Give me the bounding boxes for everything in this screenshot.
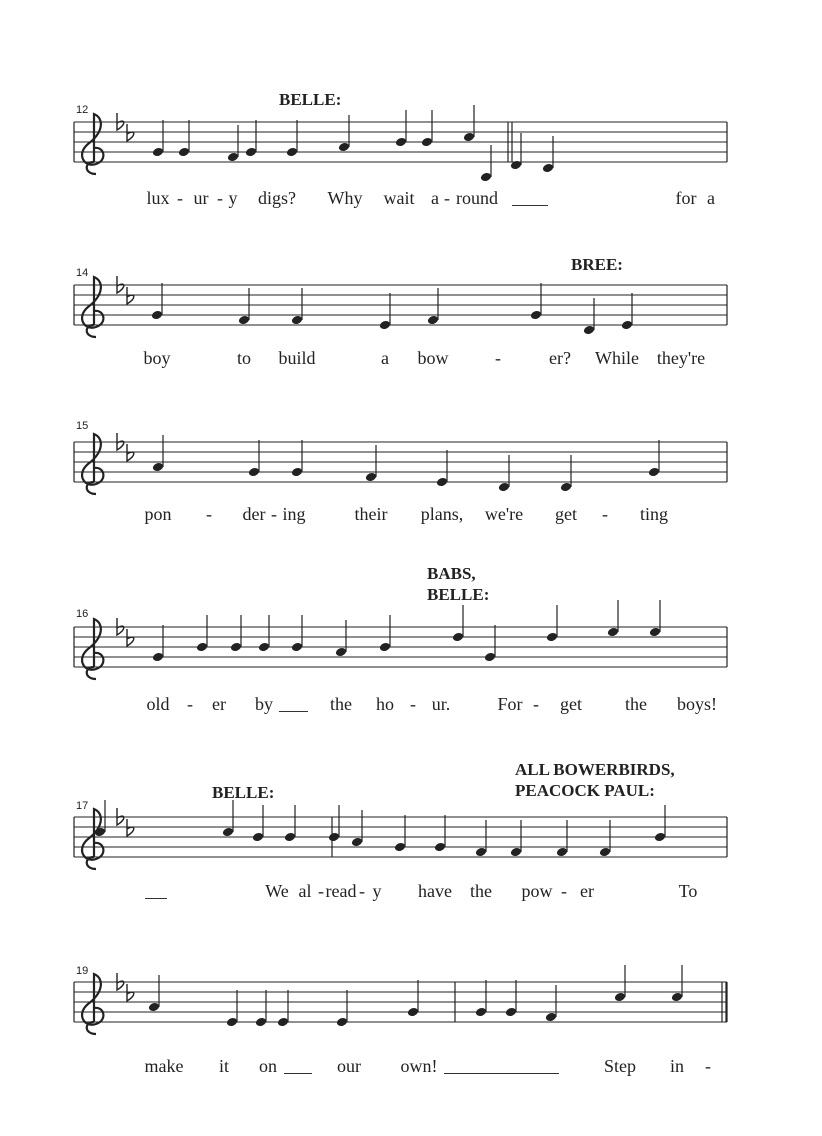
note-head <box>599 847 611 858</box>
lyric-syllable: their <box>354 504 388 524</box>
lyric-hyphen: - <box>187 694 193 714</box>
note-head <box>427 315 439 326</box>
character-label-line: BREE: <box>571 255 623 274</box>
note-head <box>560 482 572 493</box>
lyric-syllable: round <box>456 188 498 208</box>
lyric-syllable: bow <box>417 348 449 368</box>
treble-clef <box>82 974 103 1034</box>
note-head <box>452 632 464 643</box>
note-head <box>530 310 542 321</box>
note-head <box>238 315 250 326</box>
lyric-syllable: our <box>337 1056 361 1076</box>
melisma-line <box>145 898 167 899</box>
lyric-syllable: the <box>470 881 492 901</box>
lyric-syllable: plans, <box>420 504 464 524</box>
lyric-syllable: digs? <box>258 188 296 208</box>
note-head <box>475 1007 487 1018</box>
lyric-syllable: Why <box>327 188 363 208</box>
lyric-hyphen: - <box>206 504 212 524</box>
melisma-line <box>512 205 548 206</box>
character-label-line: BELLE: <box>427 585 490 604</box>
lyric-syllable: y <box>228 188 238 208</box>
note-head <box>510 847 522 858</box>
lyric-syllable: ting <box>639 504 669 524</box>
melisma-line <box>444 1073 559 1074</box>
lyric-syllable: read <box>325 881 357 901</box>
lyric-syllable: we're <box>484 504 524 524</box>
lyric-hyphen: - <box>410 694 416 714</box>
note-head <box>252 832 264 843</box>
note-head <box>545 1012 557 1023</box>
lyric-syllable: ur. <box>431 694 451 714</box>
lyric-syllable: it <box>218 1056 230 1076</box>
note-head <box>607 627 619 638</box>
lyric-syllable: a <box>707 188 715 208</box>
lyric-hyphen: - <box>602 504 608 524</box>
lyric-syllable: get <box>555 504 577 524</box>
measure-number: 15 <box>76 420 89 432</box>
lyric-syllable: in <box>669 1056 685 1076</box>
lyric-hyphen: - <box>444 188 450 208</box>
lyric-syllable: To <box>678 881 698 901</box>
lyric-syllable: er? <box>549 348 571 368</box>
note-head <box>463 132 475 143</box>
note-head <box>394 842 406 853</box>
note-head <box>505 1007 517 1018</box>
lyric-syllable: wait <box>383 188 415 208</box>
note-head <box>379 320 391 331</box>
treble-clef <box>82 277 103 337</box>
note-head <box>648 467 660 478</box>
lyric-hyphen: - <box>271 504 277 524</box>
note-head <box>365 472 377 483</box>
note-head <box>291 467 303 478</box>
lyric-hyphen: - <box>177 188 183 208</box>
lyric-hyphen: - <box>495 348 501 368</box>
note-head <box>614 992 626 1003</box>
note-head <box>152 652 164 663</box>
lyric-syllable: by <box>255 694 273 714</box>
lyric-syllable: ing <box>282 504 306 524</box>
note-head <box>328 832 340 843</box>
note-head <box>498 482 510 493</box>
measure-number: 12 <box>76 104 89 116</box>
note-head <box>151 310 163 321</box>
note-head <box>245 147 257 158</box>
measure-number: 19 <box>76 965 89 977</box>
lyric-syllable: While <box>595 348 639 368</box>
character-label-line: BELLE: <box>279 90 342 109</box>
note-head <box>475 847 487 858</box>
lyric-hyphen: - <box>533 694 539 714</box>
character-label-babs-belle <box>427 563 489 605</box>
lyric-hyphen: - <box>217 188 223 208</box>
note-head <box>286 147 298 158</box>
note-head <box>255 1017 267 1028</box>
note-head <box>671 992 683 1003</box>
character-label-all-bowerbirds <box>515 759 675 801</box>
note-head <box>583 325 595 336</box>
lyric-syllable: on <box>259 1056 277 1076</box>
lyric-syllable: pow <box>521 881 553 901</box>
treble-clef <box>82 114 103 174</box>
lyric-syllable: the <box>625 694 647 714</box>
lyric-syllable: boys! <box>677 694 717 714</box>
character-label-line: BABS, <box>427 564 476 583</box>
treble-clef <box>82 434 103 494</box>
note-head <box>178 147 190 158</box>
melisma-line <box>279 711 308 712</box>
lyric-syllable: pon <box>144 504 172 524</box>
note-head <box>556 847 568 858</box>
note-head <box>338 142 350 153</box>
lyric-syllable: own! <box>400 1056 438 1076</box>
note-head <box>546 632 558 643</box>
lyric-syllable: er <box>212 694 226 714</box>
note-head <box>336 1017 348 1028</box>
note-head <box>436 477 448 488</box>
lyric-syllable: a <box>381 348 389 368</box>
lyric-syllable: build <box>278 348 316 368</box>
lyric-syllable: Step <box>603 1056 637 1076</box>
note-head <box>148 1002 160 1013</box>
note-head <box>222 827 234 838</box>
lyric-syllable: the <box>330 694 352 714</box>
note-head <box>226 1017 238 1028</box>
note-head <box>291 315 303 326</box>
lyric-syllable: they're <box>656 348 706 368</box>
lyric-syllable: to <box>236 348 252 368</box>
note-head <box>277 1017 289 1028</box>
lyric-syllable: get <box>560 694 582 714</box>
lyric-syllable: old <box>146 694 170 714</box>
character-label-line: PEACOCK PAUL: <box>515 781 655 800</box>
melisma-line <box>284 1073 312 1074</box>
character-label-belle <box>279 89 341 110</box>
note-head <box>407 1007 419 1018</box>
lyric-syllable: for <box>675 188 697 208</box>
lyric-syllable: er <box>580 881 594 901</box>
note-head <box>621 320 633 331</box>
note-head <box>335 647 347 658</box>
note-head <box>94 827 106 838</box>
measure-number: 14 <box>76 267 89 279</box>
note-head <box>484 652 496 663</box>
lyric-syllable: For <box>497 694 523 714</box>
lyric-syllable: al <box>298 881 312 901</box>
measure-number: 16 <box>76 608 89 620</box>
note-head <box>480 172 492 183</box>
treble-clef <box>82 619 103 679</box>
note-head <box>258 642 270 653</box>
note-head <box>649 627 661 638</box>
lyric-syllable: boy <box>143 348 171 368</box>
lyric-syllable: der <box>242 504 266 524</box>
note-head <box>421 137 433 148</box>
lyric-syllable: We <box>265 881 289 901</box>
lyric-syllable: y <box>372 881 382 901</box>
note-head <box>351 837 363 848</box>
treble-clef <box>82 809 103 869</box>
lyric-hyphen: - <box>318 881 324 901</box>
note-head <box>654 832 666 843</box>
note-head <box>196 642 208 653</box>
character-label-line: ALL BOWERBIRDS, <box>515 760 675 779</box>
lyric-syllable: make <box>144 1056 184 1076</box>
lyric-hyphen: - <box>561 881 567 901</box>
note-head <box>230 642 242 653</box>
note-head <box>284 832 296 843</box>
note-head <box>227 152 239 163</box>
character-label-bree <box>571 254 623 275</box>
character-label-line: BELLE: <box>212 783 275 802</box>
note-head <box>152 462 164 473</box>
lyric-hyphen: - <box>705 1056 711 1076</box>
note-head <box>542 163 554 174</box>
lyric-hyphen: - <box>359 881 365 901</box>
lyric-syllable: lux <box>146 188 170 208</box>
note-head <box>379 642 391 653</box>
note-head <box>152 147 164 158</box>
note-head <box>248 467 260 478</box>
lyric-syllable: ho <box>376 694 394 714</box>
note-head <box>395 137 407 148</box>
lyric-syllable: ur <box>193 188 209 208</box>
note-head <box>434 842 446 853</box>
character-label-belle <box>212 782 274 803</box>
lyric-syllable: a <box>431 188 439 208</box>
measure-number: 17 <box>76 800 89 812</box>
lyric-syllable: have <box>418 881 452 901</box>
note-head <box>291 642 303 653</box>
